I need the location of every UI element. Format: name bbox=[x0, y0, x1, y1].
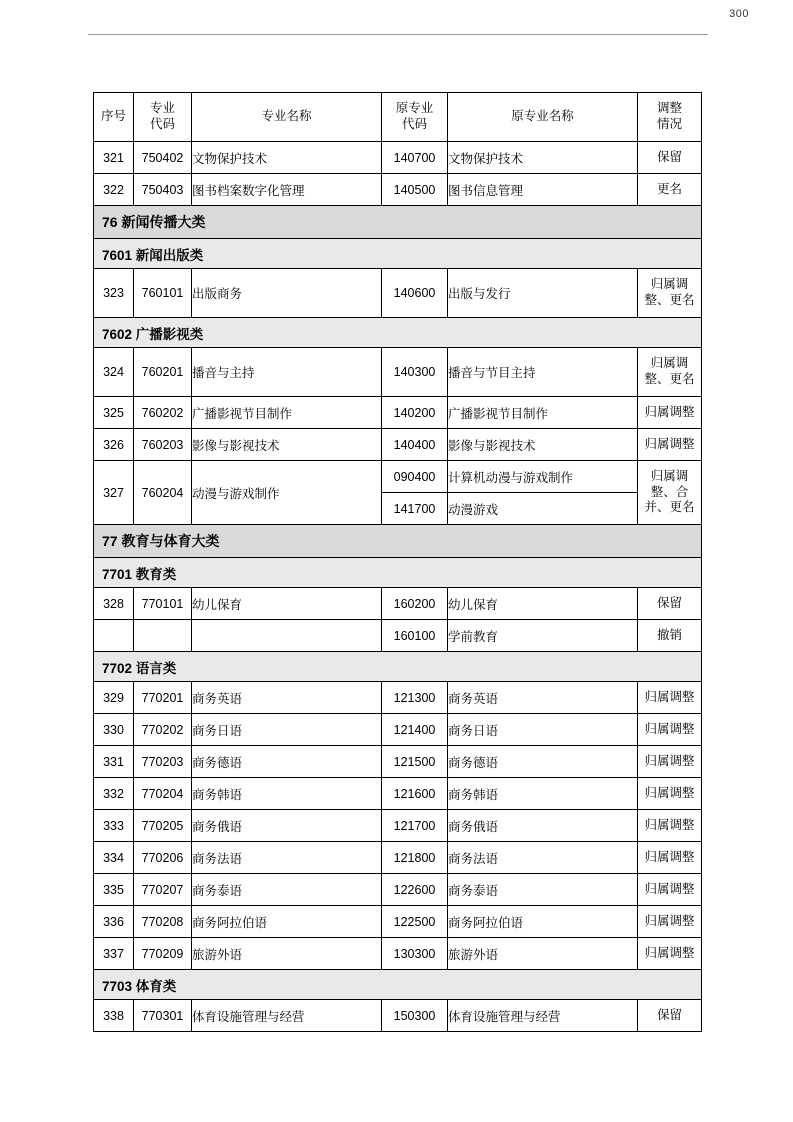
cell-serial: 328 bbox=[94, 588, 134, 620]
cell-major-code: 770301 bbox=[134, 1000, 192, 1032]
cell-major-name: 商务韩语 bbox=[192, 778, 382, 810]
cell-major-code: 770207 bbox=[134, 874, 192, 906]
category-label: 7702 语言类 bbox=[94, 652, 702, 682]
cell-major-name bbox=[192, 620, 382, 652]
cell-major-name: 出版商务 bbox=[192, 269, 382, 318]
cell-major-name: 商务俄语 bbox=[192, 810, 382, 842]
cell-major-name: 商务泰语 bbox=[192, 874, 382, 906]
cell-old-code: 122500 bbox=[382, 906, 448, 938]
table-row bbox=[94, 778, 702, 810]
page-number: 300 bbox=[729, 8, 749, 20]
cell-major-code: 750403 bbox=[134, 174, 192, 206]
cell-old-code: 140300 bbox=[382, 348, 448, 397]
table-row bbox=[94, 714, 702, 746]
cell-major-code: 770202 bbox=[134, 714, 192, 746]
category-label: 7703 体育类 bbox=[94, 970, 702, 1000]
cell-old-name: 广播影视节目制作 bbox=[448, 397, 638, 429]
cell-serial: 337 bbox=[94, 938, 134, 970]
table-row bbox=[94, 429, 702, 461]
cell-old-name: 商务韩语 bbox=[448, 778, 638, 810]
status-line: 归属调 bbox=[650, 277, 689, 292]
cell-serial: 327 bbox=[94, 461, 134, 525]
cell-old-name: 商务日语 bbox=[448, 714, 638, 746]
cell-status: 归属调整 bbox=[638, 778, 702, 810]
cell-major-code: 760101 bbox=[134, 269, 192, 318]
th-old-code-line2: 代码 bbox=[401, 117, 427, 131]
cell-old-code: 121600 bbox=[382, 778, 448, 810]
cell-serial: 334 bbox=[94, 842, 134, 874]
major-category-row bbox=[94, 206, 702, 239]
cell-status: 撤销 bbox=[638, 620, 702, 652]
cell-old-code: 121400 bbox=[382, 714, 448, 746]
cell-serial: 329 bbox=[94, 682, 134, 714]
cell-major-code: 770204 bbox=[134, 778, 192, 810]
th-status-line1: 调整 bbox=[656, 101, 682, 116]
cell-serial: 338 bbox=[94, 1000, 134, 1032]
cell-old-code: 160100 bbox=[382, 620, 448, 652]
cell-major-name: 商务德语 bbox=[192, 746, 382, 778]
th-major-name: 专业名称 bbox=[192, 93, 382, 142]
cell-status bbox=[638, 348, 702, 397]
cell-major-name: 广播影视节目制作 bbox=[192, 397, 382, 429]
status-line: 整、合 bbox=[650, 484, 689, 499]
cell-major-name: 商务日语 bbox=[192, 714, 382, 746]
category-label: 76 新闻传播大类 bbox=[94, 206, 702, 239]
cell-old-code: 140700 bbox=[382, 142, 448, 174]
table-row bbox=[94, 906, 702, 938]
cell-major-code: 770206 bbox=[134, 842, 192, 874]
cell-old-code: 140600 bbox=[382, 269, 448, 318]
table-row bbox=[94, 397, 702, 429]
cell-serial: 321 bbox=[94, 142, 134, 174]
cell-major-name: 旅游外语 bbox=[192, 938, 382, 970]
table-row bbox=[94, 174, 702, 206]
cell-old-name: 旅游外语 bbox=[448, 938, 638, 970]
cell-status: 归属调整 bbox=[638, 397, 702, 429]
cell-major-name: 体育设施管理与经营 bbox=[192, 1000, 382, 1032]
cell-old-code: 150300 bbox=[382, 1000, 448, 1032]
cell-serial: 336 bbox=[94, 906, 134, 938]
cell-major-code bbox=[134, 620, 192, 652]
cell-serial: 332 bbox=[94, 778, 134, 810]
cell-status: 归属调整 bbox=[638, 874, 702, 906]
category-label: 77 教育与体育大类 bbox=[94, 525, 702, 558]
table-row bbox=[94, 588, 702, 620]
cell-serial: 330 bbox=[94, 714, 134, 746]
table-header-row bbox=[94, 93, 702, 142]
cell-serial bbox=[94, 620, 134, 652]
table-row bbox=[94, 1000, 702, 1032]
cell-old-name: 学前教育 bbox=[448, 620, 638, 652]
cell-status: 归属调整 bbox=[638, 746, 702, 778]
cell-old-name: 图书信息管理 bbox=[448, 174, 638, 206]
cell-major-code: 770208 bbox=[134, 906, 192, 938]
cell-status: 归属调整 bbox=[638, 842, 702, 874]
cell-major-code: 760204 bbox=[134, 461, 192, 525]
th-serial: 序号 bbox=[94, 93, 134, 142]
cell-serial: 324 bbox=[94, 348, 134, 397]
cell-status: 归属调整 bbox=[638, 682, 702, 714]
cell-old-code: 130300 bbox=[382, 938, 448, 970]
category-label: 7602 广播影视类 bbox=[94, 318, 702, 348]
table-row bbox=[94, 269, 702, 318]
th-major-code-line1: 专业 bbox=[149, 101, 175, 116]
cell-old-name: 文物保护技术 bbox=[448, 142, 638, 174]
cell-old-code: 141700 bbox=[382, 493, 448, 525]
th-old-code-line1: 原专业 bbox=[395, 101, 434, 116]
cell-status: 保留 bbox=[638, 1000, 702, 1032]
status-line: 整、更名 bbox=[644, 293, 695, 307]
cell-old-name: 商务阿拉伯语 bbox=[448, 906, 638, 938]
sub-category-row bbox=[94, 318, 702, 348]
cell-major-name: 影像与影视技术 bbox=[192, 429, 382, 461]
cell-old-name: 商务德语 bbox=[448, 746, 638, 778]
category-label: 7701 教育类 bbox=[94, 558, 702, 588]
cell-status: 归属调整 bbox=[638, 429, 702, 461]
cell-old-name: 商务泰语 bbox=[448, 874, 638, 906]
cell-major-code: 750402 bbox=[134, 142, 192, 174]
cell-serial: 323 bbox=[94, 269, 134, 318]
cell-major-name: 商务英语 bbox=[192, 682, 382, 714]
status-line: 并、更名 bbox=[644, 500, 695, 515]
th-status bbox=[638, 93, 702, 142]
th-old-name: 原专业名称 bbox=[448, 93, 638, 142]
cell-old-name: 计算机动漫与游戏制作 bbox=[448, 461, 638, 493]
cell-major-code: 770209 bbox=[134, 938, 192, 970]
cell-major-code: 770203 bbox=[134, 746, 192, 778]
cell-status: 更名 bbox=[638, 174, 702, 206]
cell-status bbox=[638, 461, 702, 525]
table-row bbox=[94, 874, 702, 906]
sub-category-row bbox=[94, 239, 702, 269]
cell-major-name: 商务阿拉伯语 bbox=[192, 906, 382, 938]
table-row bbox=[94, 746, 702, 778]
cell-old-code: 121500 bbox=[382, 746, 448, 778]
table-row bbox=[94, 348, 702, 397]
cell-old-name: 体育设施管理与经营 bbox=[448, 1000, 638, 1032]
cell-major-name: 动漫与游戏制作 bbox=[192, 461, 382, 525]
cell-serial: 333 bbox=[94, 810, 134, 842]
status-line: 归属调 bbox=[650, 356, 689, 371]
cell-old-name: 影像与影视技术 bbox=[448, 429, 638, 461]
th-old-code bbox=[382, 93, 448, 142]
cell-major-name: 图书档案数字化管理 bbox=[192, 174, 382, 206]
cell-major-name: 幼儿保育 bbox=[192, 588, 382, 620]
category-label: 7601 新闻出版类 bbox=[94, 239, 702, 269]
table-row bbox=[94, 142, 702, 174]
sub-category-row bbox=[94, 652, 702, 682]
table-row bbox=[94, 842, 702, 874]
th-status-line2: 情况 bbox=[656, 117, 682, 131]
cell-old-code: 121300 bbox=[382, 682, 448, 714]
header-rule bbox=[88, 34, 708, 35]
cell-major-name: 文物保护技术 bbox=[192, 142, 382, 174]
major-adjustment-table bbox=[93, 92, 702, 1032]
cell-old-code: 090400 bbox=[382, 461, 448, 493]
table-row bbox=[94, 938, 702, 970]
cell-status: 归属调整 bbox=[638, 714, 702, 746]
th-major-code bbox=[134, 93, 192, 142]
spec-table-container bbox=[93, 92, 701, 1032]
status-line: 整、更名 bbox=[644, 372, 695, 386]
table-row bbox=[94, 620, 702, 652]
cell-major-code: 760202 bbox=[134, 397, 192, 429]
cell-major-code: 770201 bbox=[134, 682, 192, 714]
table-row bbox=[94, 682, 702, 714]
cell-old-name: 幼儿保育 bbox=[448, 588, 638, 620]
cell-status: 保留 bbox=[638, 142, 702, 174]
cell-old-code: 140500 bbox=[382, 174, 448, 206]
cell-major-name: 商务法语 bbox=[192, 842, 382, 874]
cell-major-code: 770205 bbox=[134, 810, 192, 842]
cell-old-code: 122600 bbox=[382, 874, 448, 906]
cell-major-code: 760201 bbox=[134, 348, 192, 397]
sub-category-row bbox=[94, 970, 702, 1000]
cell-major-name: 播音与主持 bbox=[192, 348, 382, 397]
cell-serial: 326 bbox=[94, 429, 134, 461]
cell-status: 归属调整 bbox=[638, 938, 702, 970]
table-header bbox=[94, 93, 702, 142]
major-category-row bbox=[94, 525, 702, 558]
cell-status: 保留 bbox=[638, 588, 702, 620]
table-row bbox=[94, 461, 702, 493]
cell-old-name: 商务法语 bbox=[448, 842, 638, 874]
cell-serial: 331 bbox=[94, 746, 134, 778]
cell-old-name: 出版与发行 bbox=[448, 269, 638, 318]
sub-category-row bbox=[94, 558, 702, 588]
cell-old-code: 140200 bbox=[382, 397, 448, 429]
cell-old-code: 121800 bbox=[382, 842, 448, 874]
cell-major-code: 760203 bbox=[134, 429, 192, 461]
cell-serial: 335 bbox=[94, 874, 134, 906]
cell-serial: 322 bbox=[94, 174, 134, 206]
th-major-code-line2: 代码 bbox=[149, 117, 175, 131]
cell-old-name: 商务英语 bbox=[448, 682, 638, 714]
cell-status: 归属调整 bbox=[638, 906, 702, 938]
cell-major-code: 770101 bbox=[134, 588, 192, 620]
cell-status bbox=[638, 269, 702, 318]
cell-old-code: 140400 bbox=[382, 429, 448, 461]
cell-old-name: 商务俄语 bbox=[448, 810, 638, 842]
table-body bbox=[94, 142, 702, 1032]
cell-old-name: 播音与节目主持 bbox=[448, 348, 638, 397]
cell-status: 归属调整 bbox=[638, 810, 702, 842]
cell-old-code: 160200 bbox=[382, 588, 448, 620]
status-line: 归属调 bbox=[650, 469, 689, 484]
table-row bbox=[94, 810, 702, 842]
cell-old-code: 121700 bbox=[382, 810, 448, 842]
cell-old-name: 动漫游戏 bbox=[448, 493, 638, 525]
cell-serial: 325 bbox=[94, 397, 134, 429]
